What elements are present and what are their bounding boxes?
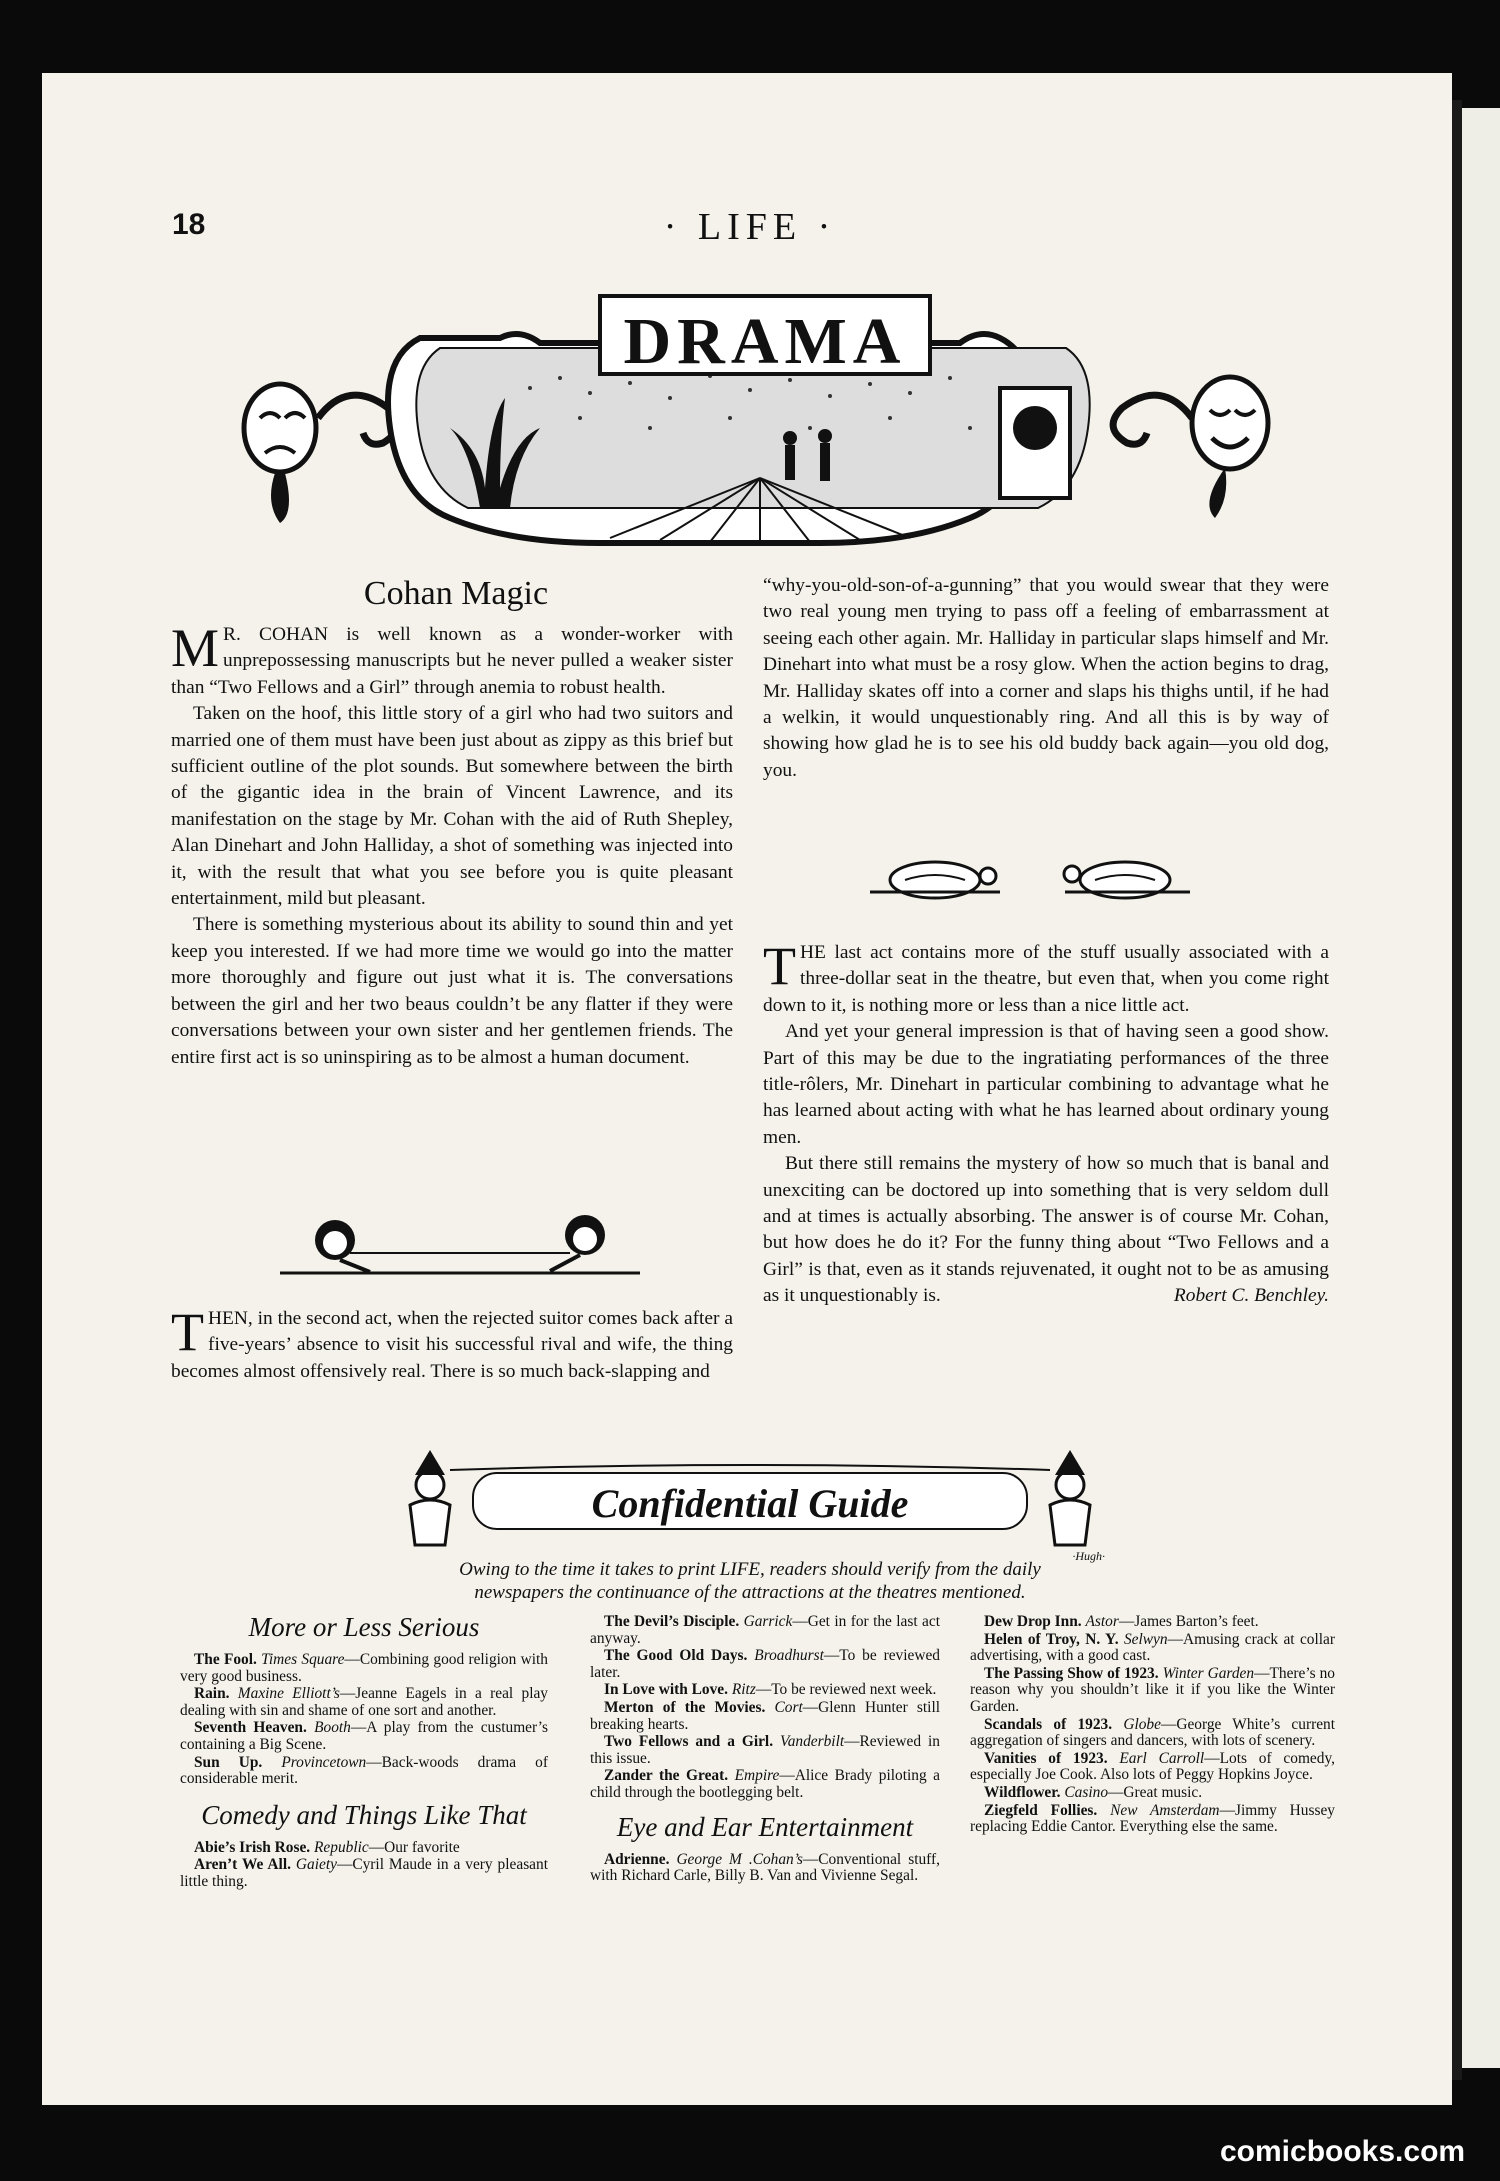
guide-note: Owing to the time it takes to print LIFE, readers should verify from the daily newspapers the continuance of the attractions at the theatres mentioned.	[459, 1559, 1041, 1603]
page-number: 18	[172, 208, 206, 241]
clown-figure-icon	[410, 1450, 450, 1545]
entry-description: —James Barton’s feet.	[1118, 1613, 1259, 1630]
entry-title: Aren’t We All.	[194, 1856, 291, 1874]
paragraph: THEN, in the second act, when the rejected suitor comes back after a five-years’ absence to visit his successful rival and wife, the thing becomes almost offensively real. There is so much back-slapping and	[171, 1302, 733, 1382]
entry-description: —Jimmy Hussey replacing Eddie Cantor. Everything else the same.	[970, 1801, 1335, 1836]
tug-of-war-cartoon	[270, 1205, 650, 1285]
confidential-guide-banner	[385, 1445, 1115, 1565]
article-column-left	[171, 618, 733, 1071]
entry-description: —Our favorite	[368, 1838, 460, 1856]
entry-venue: Gaiety	[295, 1856, 337, 1874]
paragraph: “why-you-old-son-of-a-gunning” that you would swear that they were two real young men trying to pass off a feeling of embarrassment at seeing each other again. Mr. Halliday in particular slaps himself and Mr. Dinehart into what must be a rosy glow. When the action begins to drag, Mr. Halliday skates off into a corner and slaps his thighs until, if he had a welkin, it would unquestionably ring. And all this is by way of showing how glad he is to see his old buddy back again—you old dog, you.	[763, 575, 1329, 781]
entry-title: Vanities of 1923.	[984, 1749, 1108, 1767]
comedy-mask-icon	[1192, 377, 1268, 518]
facing-page-edge	[1462, 108, 1500, 2068]
entry-venue: Garrick	[743, 1613, 793, 1630]
entry-description: —Jeanne Eagels in a real play dealing with sin and shame of one sort and another.	[180, 1685, 548, 1719]
drop-cap: T	[171, 1302, 204, 1362]
artist-signature: ·Hugh·	[1072, 1549, 1105, 1563]
entry-venue: Provincetown	[281, 1753, 367, 1771]
guide-entry	[180, 1686, 548, 1719]
guide-entry	[590, 1648, 940, 1681]
entry-venue: Casino	[1064, 1783, 1109, 1801]
guide-entry	[590, 1682, 940, 1699]
guide-entry	[590, 1734, 940, 1767]
entry-title: In Love with Love.	[604, 1681, 728, 1699]
section-heading: Eye and Ear Entertainment	[616, 1811, 914, 1842]
entry-venue: Broadhurst	[754, 1647, 824, 1665]
entry-description: —Combining good religion with very good business.	[180, 1651, 548, 1685]
entry-venue: Astor	[1085, 1613, 1119, 1630]
entry-title: Wildflower.	[984, 1783, 1061, 1801]
entry-title: The Good Old Days.	[604, 1647, 748, 1665]
entry-description: —Glenn Hunter still breaking hearts.	[590, 1698, 940, 1733]
guide-entry	[970, 1632, 1335, 1665]
entry-description: —There’s no reason why you shouldn’t like it if you like the Winter Garden.	[970, 1664, 1335, 1715]
guide-column-3	[970, 1614, 1335, 1837]
entry-description: —George White’s current aggregation of singers and dancers, with lots of scenery.	[970, 1715, 1335, 1750]
entry-description: —Cyril Maude in a very pleasant little thing.	[180, 1856, 548, 1890]
clown-figure-icon	[1050, 1450, 1090, 1545]
tragedy-mask-icon	[244, 384, 316, 523]
entry-title: Two Fellows and a Girl.	[604, 1733, 774, 1751]
turtles-cartoon	[860, 850, 1200, 910]
entry-venue: Globe	[1123, 1715, 1161, 1733]
paragraph: And yet your general impression is that of having seen a good show. Part of this may be due to the ingratiating performances of the three title-rôlers, Mr. Dinehart in particular combining to advantage what he has learned about acting with what he has learned about ordinary young men.	[763, 1021, 1329, 1148]
paragraph: But there still remains the mystery of how so much that is banal and unexciting can be doctored up into something that is very seldom dull and at times is actually absorbing. The answer is of course Mr. Cohan, but how does he do it? For the funny thing about “Two Fellows and a Girl” is that, even as it stands rejuvenated, it ought not to be as amusing as it unquestionably is. Robert C. Benchley.	[763, 1151, 1329, 1309]
entry-title: Seventh Heaven.	[194, 1719, 307, 1737]
running-head: · LIFE ·	[663, 206, 837, 248]
guide-title: Confidential Guide	[591, 1481, 909, 1526]
entry-description: —Get in for the last act anyway.	[590, 1613, 940, 1647]
page-spine	[1452, 100, 1462, 2080]
entry-description: —Amusing crack at collar advertising, with a good cast.	[970, 1630, 1336, 1665]
paragraph: Taken on the hoof, this little story of a girl who had two suitors and married one of them must have been just about as zippy as this brief but sufficient outline of the plot sounds. But somewhere between the birth of the gigantic idea in the brain of Vincent Lawrence, and its manifestation on the stage by Mr. Cohan with the aid of Ruth Shepley, Alan Dinehart and John Halliday, a shot of something was injected into it, with the result that what you see before you is quite pleasant entertainment, mild but pleasant.	[171, 703, 733, 910]
article-column-right	[763, 573, 1329, 784]
paragraph: M R. COHAN is well known as a wonder-worker with unprepossessing manuscripts but he never pulled a weaker sister than “Two Fellows and a Girl” through anemia to robust health.	[171, 618, 733, 698]
entry-title: The Devil’s Disciple.	[604, 1613, 740, 1630]
guide-entry	[180, 1652, 548, 1685]
entry-title: Dew Drop Inn.	[984, 1613, 1082, 1630]
guide-entry	[970, 1717, 1335, 1750]
entry-title: Abie’s Irish Rose.	[194, 1838, 311, 1856]
section-heading: Comedy and Things Like That	[201, 1799, 527, 1830]
article-column-right-cont	[763, 936, 1329, 1310]
guide-entry	[590, 1700, 940, 1733]
entry-title: The Fool.	[194, 1651, 257, 1668]
entry-title: Rain.	[194, 1685, 230, 1703]
entry-description: —Reviewed in this issue.	[590, 1733, 940, 1767]
guide-entry	[590, 1614, 940, 1647]
turtle-icon	[870, 862, 1000, 898]
entry-venue: Republic	[314, 1838, 369, 1856]
entry-venue: George M .Cohan’s	[676, 1850, 803, 1868]
guide-entry	[970, 1785, 1335, 1802]
entry-title: Zander the Great.	[604, 1767, 729, 1785]
paragraph: There is something mysterious about its ability to sound thin and yet keep you interested. If we had more time we would go into the matter more thoroughly and figure out just what it is. The conversations between the girl and her two beaus couldn’t be any flatter if they were conversations between your own sister and her gentlemen friends. The entire first act is so uninspiring as to be almost a human document.	[171, 914, 733, 1068]
entry-title: The Passing Show of 1923.	[984, 1664, 1159, 1682]
author-signature: Robert C. Benchley.	[1173, 1285, 1329, 1307]
guide-entry	[180, 1755, 548, 1788]
turtle-icon	[1064, 862, 1190, 898]
guide-entry	[180, 1720, 548, 1753]
drop-cap: M	[171, 618, 220, 678]
entry-description: —To be reviewed next week.	[755, 1681, 937, 1699]
entry-description: —Back-woods drama of considerable merit.	[180, 1753, 548, 1788]
article-title: Cohan Magic	[363, 575, 549, 612]
entry-venue: Earl Carroll	[1119, 1749, 1205, 1767]
guide-column-1	[180, 1610, 548, 1892]
section-heading: More or Less Serious	[248, 1612, 480, 1642]
guide-entry	[970, 1614, 1335, 1631]
entry-title: Sun Up.	[194, 1753, 263, 1771]
entry-title: Helen of Troy, N. Y.	[984, 1630, 1119, 1648]
drop-cap: T	[763, 936, 796, 996]
guide-entry	[590, 1768, 940, 1801]
drama-title: DRAMA	[623, 305, 907, 378]
entry-description: —Great music.	[1108, 1783, 1203, 1801]
guide-entry	[180, 1840, 548, 1857]
entry-description: —Lots of comedy, especially Joe Cook. Also lots of Peggy Hopkins Joyce.	[970, 1749, 1335, 1784]
article-column-left-cont	[171, 1302, 733, 1385]
guide-entry	[590, 1852, 940, 1885]
entry-venue: Empire	[734, 1767, 780, 1785]
watermark: comicbooks.com	[1220, 2135, 1466, 2168]
entry-description: —Alice Brady piloting a child through the bootlegging belt.	[590, 1767, 940, 1801]
guide-column-2	[590, 1614, 940, 1886]
drama-banner-illustration	[230, 278, 1290, 578]
paragraph: THE last act contains more of the stuff usually associated with a three-dollar seat in the theatre, but even that, when you come right down to it, is nothing more or less than a nice little act.	[763, 936, 1329, 1016]
entry-venue: Selwyn	[1123, 1630, 1168, 1648]
guide-entry	[970, 1666, 1335, 1716]
entry-venue: Ritz	[731, 1681, 756, 1699]
entry-title: Merton of the Movies.	[604, 1698, 766, 1716]
entry-venue: New Amsterdam	[1110, 1801, 1220, 1819]
entry-title: Adrienne.	[604, 1850, 670, 1868]
entry-venue: Vanderbilt	[780, 1733, 845, 1751]
guide-entry	[180, 1857, 548, 1890]
entry-description: —To be reviewed later.	[590, 1647, 940, 1681]
guide-entry	[970, 1803, 1335, 1836]
entry-description: —A play from the custumer’s containing a Big Scene.	[180, 1719, 548, 1753]
entry-venue: Times Square	[261, 1651, 345, 1668]
entry-venue: Winter Garden	[1162, 1664, 1255, 1682]
entry-title: Ziegfeld Follies.	[984, 1801, 1098, 1819]
entry-description: —Conventional stuff, with Richard Carle, Billy B. Van and Vivienne Segal.	[590, 1850, 940, 1885]
entry-title: Scandals of 1923.	[984, 1715, 1113, 1733]
entry-venue: Cort	[774, 1698, 803, 1716]
entry-venue: Booth	[314, 1719, 351, 1737]
guide-entry	[970, 1751, 1335, 1784]
entry-venue: Maxine Elliott’s	[237, 1685, 340, 1703]
